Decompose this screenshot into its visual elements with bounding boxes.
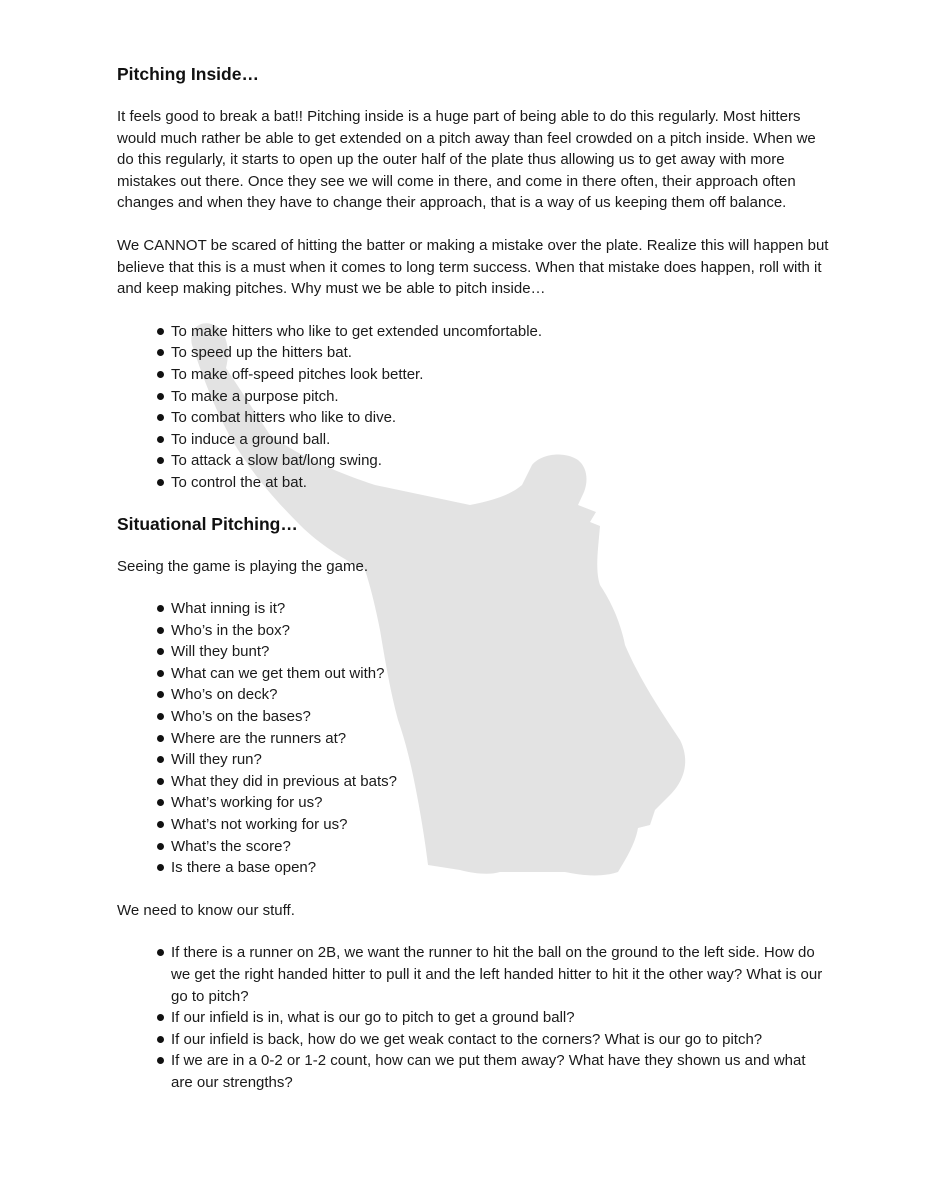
list-item: What’s not working for us? [171,814,829,836]
paragraph-seeing-the-game: Seeing the game is playing the game. [117,557,368,575]
list-item: Where are the runners at? [171,728,829,750]
list-item: To control the at bat. [171,472,829,494]
list-item: To combat hitters who like to dive. [171,407,829,429]
list-item: To induce a ground ball. [171,429,829,451]
paragraph-cannot-be-scared: We CANNOT be scared of hitting the batter or making a mistake over the plate. Realize this will happen but believe that this is a must when it comes to long term success. When that mistake does happen, roll with it and keep making pitches. Why must we be able to pitch inside… [117,236,829,298]
section-heading-pitching-inside: Pitching Inside… [117,64,259,84]
list-item: If our infield is back, how do we get weak contact to the corners? What is our go to pitch? [171,1029,829,1051]
list-item: Is there a base open? [171,857,829,879]
list-item: To attack a slow bat/long swing. [171,450,829,472]
list-item: Will they bunt? [171,641,829,663]
pitch-inside-reasons-list [117,321,829,494]
paragraph-know-our-stuff: We need to know our stuff. [117,901,295,919]
situational-questions-list [117,598,829,879]
list-item: If we are in a 0-2 or 1-2 count, how can we put them away? What have they shown us and what are our strengths? [171,1050,829,1093]
list-item: If there is a runner on 2B, we want the runner to hit the ball on the ground to the left side. How do we get the right handed hitter to pull it and the left handed hitter to hit it the other way? What is our go to pitch? [171,942,829,1007]
list-item: If our infield is in, what is our go to pitch to get a ground ball? [171,1007,829,1029]
list-item: What’s working for us? [171,792,829,814]
list-item: To make off-speed pitches look better. [171,364,829,386]
list-item: Who’s on deck? [171,684,829,706]
list-item: Who’s on the bases? [171,706,829,728]
list-item: What inning is it? [171,598,829,620]
list-item: To make a purpose pitch. [171,386,829,408]
know-our-stuff-list [117,942,829,1093]
list-item: To make hitters who like to get extended uncomfortable. [171,321,829,343]
section-heading-situational-pitching: Situational Pitching… [117,513,298,534]
paragraph-break-a-bat: It feels good to break a bat!! Pitching inside is a huge part of being able to do this regularly. Most hitters would much rather be able to get extended on a pitch away than feel crowded on a pitch inside. When we do this regularly, it starts to open up the outer half of the plate thus allowing us to get away with more mistakes out there. Once they see we will come in there, and come in there often, their approach often changes and when they have to change their approach, that is a way of us keeping them off balance. [117,108,816,212]
document-page [117,62,829,1094]
list-item: What can we get them out with? [171,663,829,685]
list-item: Will they run? [171,749,829,771]
list-item: What’s the score? [171,836,829,858]
list-item: Who’s in the box? [171,620,829,642]
list-item: To speed up the hitters bat. [171,342,829,364]
list-item: What they did in previous at bats? [171,771,829,793]
